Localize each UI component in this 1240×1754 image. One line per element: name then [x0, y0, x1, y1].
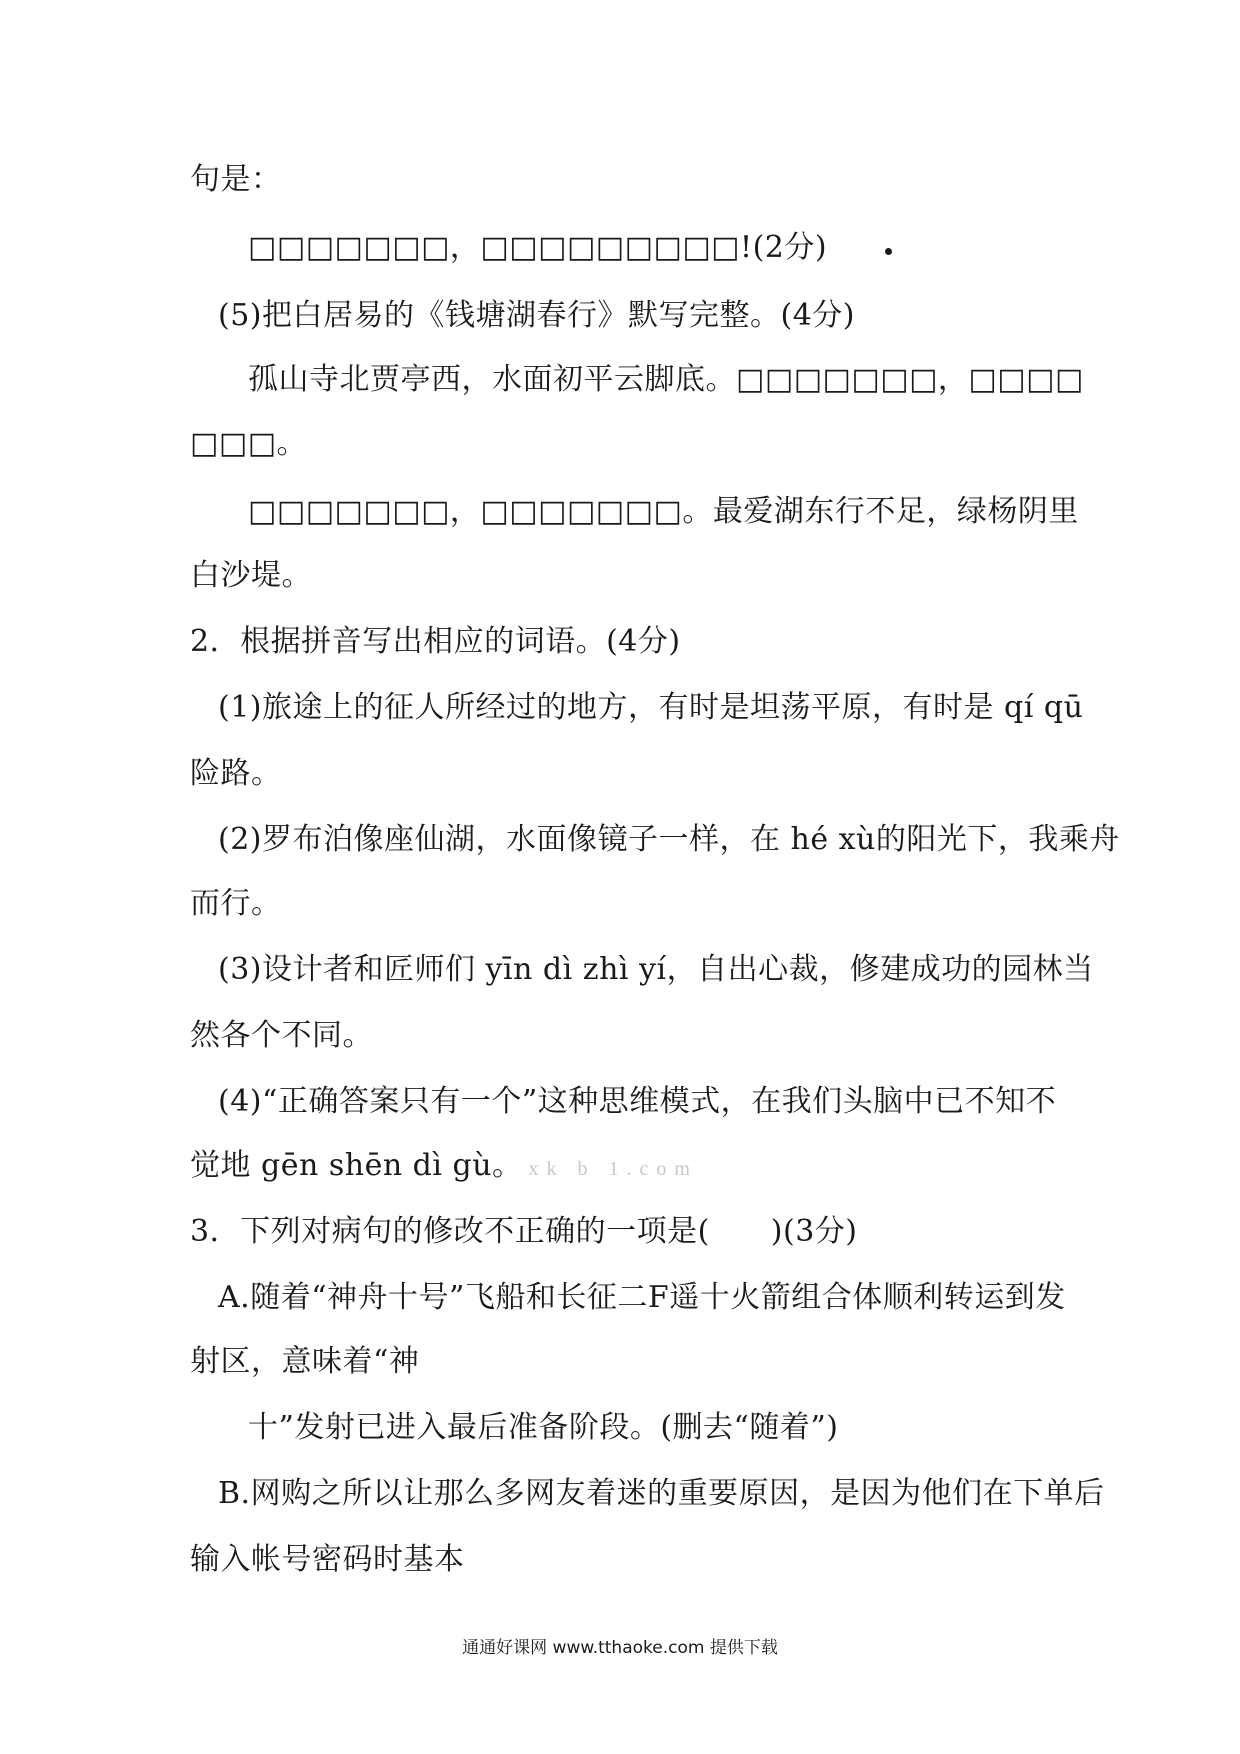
- question-heading: 3．下列对病句的修改不正确的一项是( )(3分): [190, 1214, 858, 1249]
- text-line: (5)把白居易的《钱塘湖春行》默写完整。(4分): [218, 298, 855, 333]
- text-line: (4)“正确答案只有一个”这种思维模式，在我们头脑中已不知不: [218, 1084, 1057, 1119]
- text-line-content: 觉地 gēn shēn dì gù。: [190, 1148, 523, 1183]
- text-line: 射区，意味着“神: [190, 1344, 420, 1379]
- text-line: □□□。: [190, 426, 308, 461]
- text-line: (3)设计者和匠师们 yīn dì zhì yí，自出心裁，修建成功的园林当: [218, 952, 1094, 987]
- text-line: 白沙堤。: [190, 558, 312, 593]
- option-a: A.随着“神舟十号”飞船和长征二F遥十火箭组合体顺利转运到发: [218, 1280, 1066, 1315]
- text-line: 输入帐号密码时基本: [190, 1542, 465, 1577]
- page-footer: 通通好课网 www.tthaoke.com 提供下载: [462, 1638, 778, 1658]
- text-line: (1)旅途上的征人所经过的地方，有时是坦荡平原，有时是 qí qū: [218, 690, 1084, 725]
- watermark: xk b 1.com: [528, 1158, 698, 1180]
- option-b: B.网购之所以让那么多网友着迷的重要原因，是因为他们在下单后: [218, 1476, 1105, 1511]
- text-line: 孤山寺北贾亭西，水面初平云脚底。□□□□□□□，□□□□: [248, 362, 1084, 397]
- text-line: 然各个不同。: [190, 1018, 373, 1053]
- text-line: [190, 1146, 698, 1189]
- text-line: 而行。: [190, 886, 282, 921]
- text-line: 险路。: [190, 756, 282, 791]
- question-heading: 2．根据拼音写出相应的词语。(4分): [190, 624, 681, 659]
- text-line: (2)罗布泊像座仙湖，水面像镜子一样，在 hé xù的阳光下，我乘舟: [218, 822, 1120, 857]
- text-line: □□□□□□□，□□□□□□□□□!(2分): [248, 230, 828, 265]
- text-line: 十”发射已进入最后准备阶段。(删去“随着”): [248, 1410, 839, 1445]
- bullet-dot: [885, 248, 892, 255]
- text-line: □□□□□□□，□□□□□□□。最爱湖东行不足，绿杨阴里: [248, 494, 1079, 529]
- text-line: 句是：: [190, 162, 282, 197]
